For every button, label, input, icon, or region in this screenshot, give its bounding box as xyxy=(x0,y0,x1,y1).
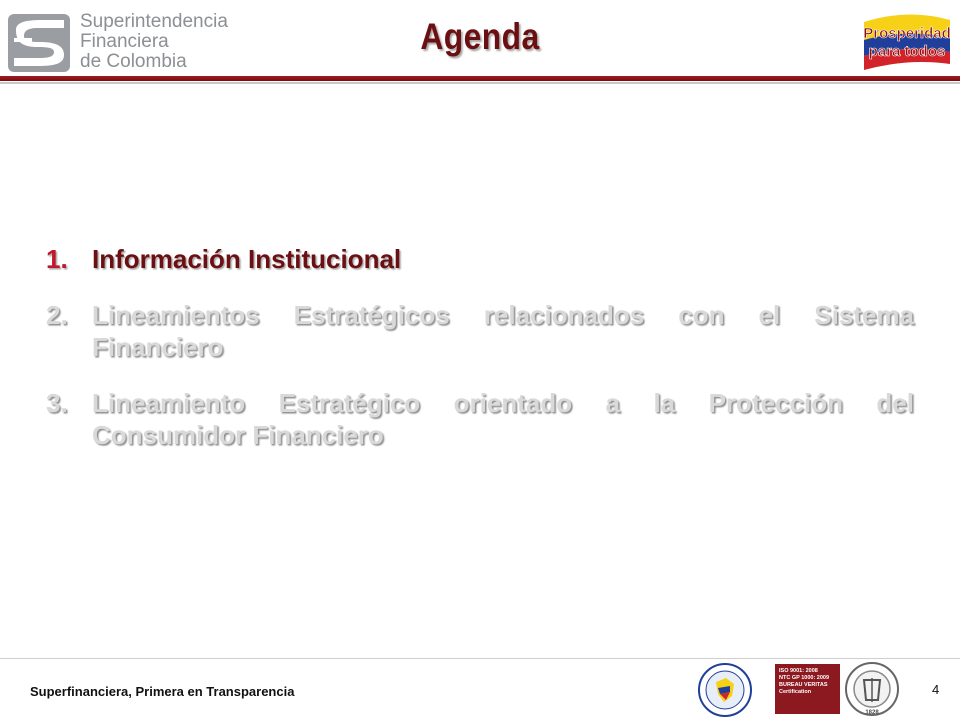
agenda-item-2 xyxy=(46,299,914,363)
bureau-veritas-seal-icon xyxy=(844,660,900,718)
header xyxy=(0,0,960,82)
agenda-item-number: 2. xyxy=(46,300,68,330)
prosperidad-logo xyxy=(858,12,954,76)
logo-line-3: de Colombia xyxy=(80,51,187,72)
agenda-item-text: Información Institucional xyxy=(92,244,402,274)
agenda-item-3 xyxy=(46,387,914,451)
logo-line-1: Superintendencia xyxy=(80,11,228,32)
iso-line-4: Certification xyxy=(779,689,812,695)
government-certification-seal-icon xyxy=(696,662,754,718)
footer-divider xyxy=(0,658,960,659)
header-divider xyxy=(0,76,960,81)
page-title: Agenda xyxy=(420,16,540,57)
agenda-item-text: Lineamiento Estratégico orientado a la Protección del Consumidor Financiero xyxy=(92,388,914,450)
agenda-item-1 xyxy=(46,243,914,275)
iso-line-2: NTC GP 1000: 2009 xyxy=(779,675,830,681)
iso-line-1: ISO 9001: 2008 xyxy=(779,668,818,674)
prosperidad-flag-icon xyxy=(858,12,954,76)
bv-year: 1828 xyxy=(865,710,879,716)
agenda-list xyxy=(46,243,914,475)
prosperidad-line-2: para todos xyxy=(868,43,946,60)
page-number: 4 xyxy=(932,682,940,697)
agenda-item-number: 3. xyxy=(46,388,68,418)
footer-tagline: Superfinanciera, Primera en Transparencia xyxy=(30,684,295,699)
prosperidad-line-1: Prosperidad xyxy=(863,25,951,42)
header-divider-shadow xyxy=(0,82,960,84)
superfinanciera-s-icon xyxy=(8,14,70,72)
iso-line-3: BUREAU VERITAS xyxy=(779,682,828,688)
logo-line-2: Financiera xyxy=(80,31,169,52)
agenda-item-text: Lineamientos Estratégicos relacionados con el Sistema Financiero xyxy=(92,300,914,362)
agenda-item-number: 1. xyxy=(46,244,68,274)
iso-certification-badge xyxy=(775,664,840,714)
